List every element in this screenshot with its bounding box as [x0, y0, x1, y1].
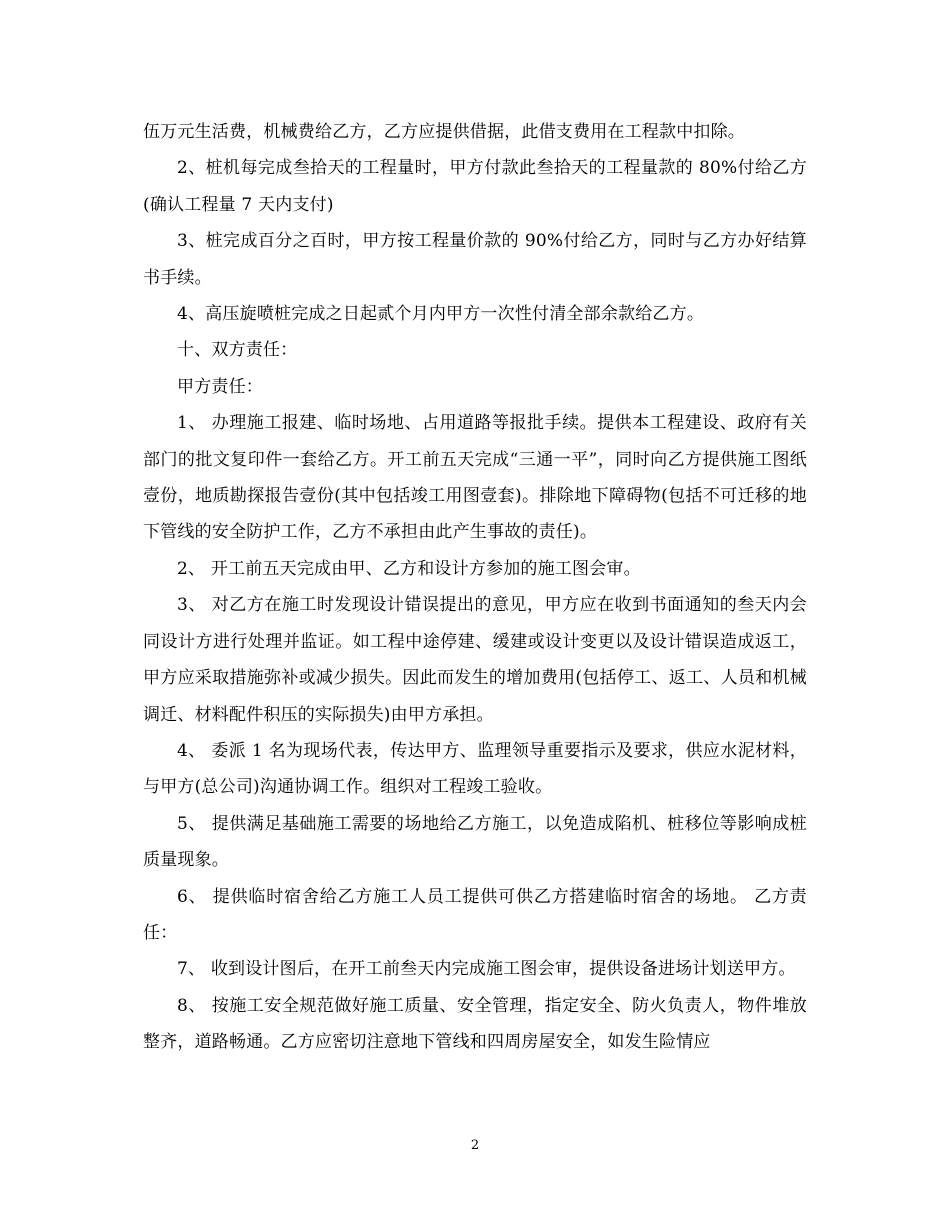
paragraph: 2、 开工前五天完成由甲、乙方和设计方参加的施工图会审。 [177, 558, 641, 579]
paragraph: 8、 按施工安全规范做好施工质量、安全管理，指定安全、防火负责人，物件堆放整齐，道路畅通。乙方应密切注意地下管线和四周房屋安全，如发生险情应 [143, 995, 807, 1053]
paragraph: 1、 办理施工报建、临时场地、占用道路等报批手续。提供本工程建设、政府有关部门的批文复印件一套给乙方。开工前五天完成“三通一平”，同时向乙方提供施工图纸壹份，地质勘探报告壹份(其中包括竣工用图壹套)。排除地下障碍物(包括不可迁移的地下管线的安全防护工作，乙方不承担由此产生事故的责任)。 [143, 413, 807, 543]
document-body [143, 114, 807, 1061]
paragraph: 2、桩机每完成叁拾天的工程量时，甲方付款此叁拾天的工程量款的 80%付给乙方(确认工程量 7 天内支付) [143, 158, 807, 215]
paragraph: 5、 提供满足基础施工需要的场地给乙方施工，以免造成陷机、桩移位等影响成桩质量现象。 [143, 813, 807, 871]
paragraph: 6、 提供临时宿舍给乙方施工人员工提供可供乙方搭建临时宿舍的场地。 乙方责任： [143, 886, 807, 943]
paragraph: 4、 委派 1 名为现场代表，传达甲方、监理领导重要指示及要求，供应水泥材料，与甲方(总公司)沟通协调工作。组织对工程竣工验收。 [143, 740, 807, 798]
paragraph: 3、桩完成百分之百时，甲方按工程量价款的 90%付给乙方，同时与乙方办好结算书手续。 [143, 231, 807, 288]
paragraph: 甲方责任： [177, 376, 263, 397]
paragraph: 3、 对乙方在施工时发现设计错误提出的意见，甲方应在收到书面通知的叁天内会同设计方进行处理并监证。如工程中途停建、缓建或设计变更以及设计错误造成返工，甲方应采取措施弥补或减少损失。因此而发生的增加费用(包括停工、返工、人员和机械调迁、材料配件积压的实际损失)由甲方承担。 [143, 595, 807, 725]
paragraph: 伍万元生活费，机械费给乙方，乙方应提供借据，此借支费用在工程款中扣除。 [143, 122, 745, 142]
paragraph: 十、双方责任： [177, 340, 298, 361]
paragraph: 7、 收到设计图后，在开工前叁天内完成施工图会审，提供设备进场计划送甲方。 [177, 959, 796, 980]
paragraph: 4、高压旋喷桩完成之日起贰个月内甲方一次性付清全部余款给乙方。 [177, 304, 705, 325]
page-number: 2 [470, 1138, 480, 1153]
